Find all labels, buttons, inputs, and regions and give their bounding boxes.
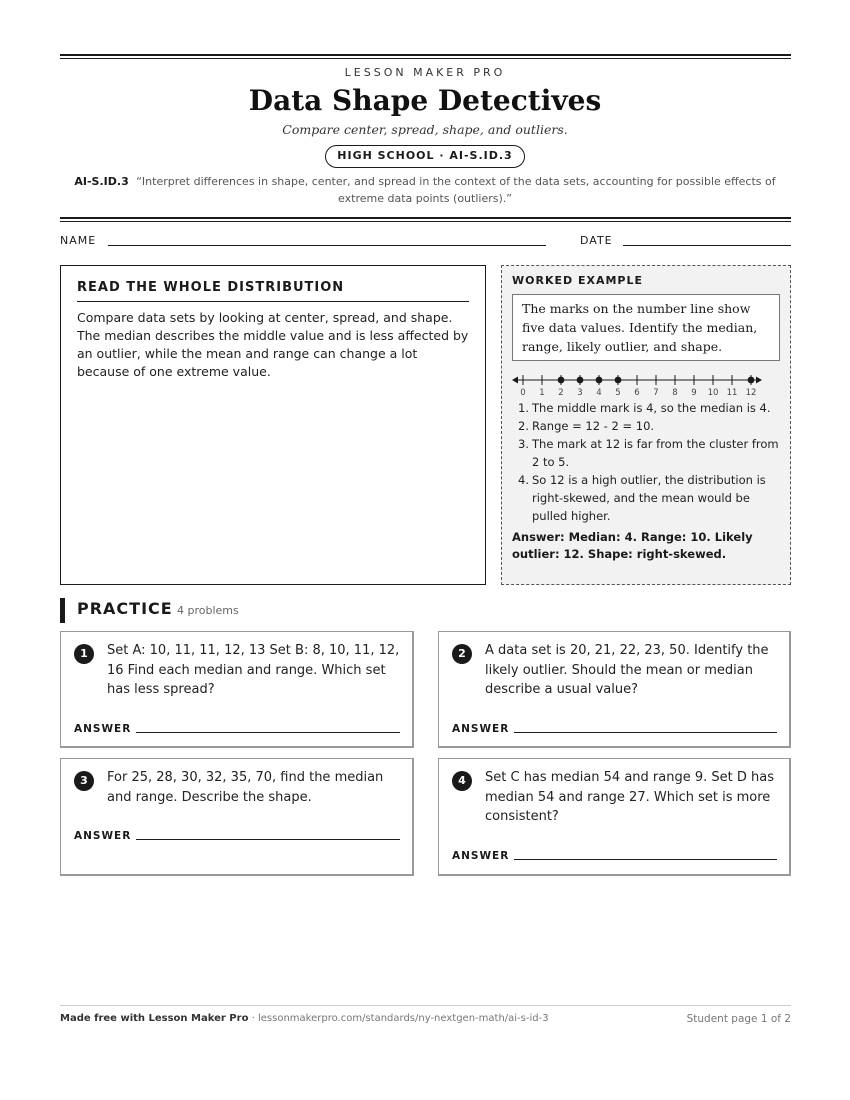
number-line-tick-label: 2 [558,388,564,397]
grade-badge: HIGH SCHOOL · AI-S.ID.3 [325,145,525,168]
page-indicator: Student page 1 of 2 [686,1013,791,1025]
problem-card [60,758,414,876]
data-point-marker [577,377,584,384]
footer-credit [60,1013,549,1024]
answer-label: ANSWER [74,723,132,735]
date-label: DATE [580,234,613,247]
step-text: Range = 12 - 2 = 10. [532,419,655,433]
number-line-tick-label: 3 [577,388,583,397]
step-number: 3. [518,437,529,451]
number-line-tick-label: 0 [520,388,526,397]
worked-step [512,417,780,435]
worked-example-heading: WORKED EXAMPLE [512,274,643,287]
number-line-tick-label: 7 [653,388,659,397]
number-line-tick-label: 10 [707,388,719,397]
problem-number: 1 [74,644,94,664]
practice-count: 4 problems [177,604,239,617]
number-line-tick-label: 11 [726,388,738,397]
problem-card [438,758,791,876]
number-line-tick-label: 8 [672,388,678,397]
standard-code: AI-S.ID.3 [74,175,129,188]
data-point-marker [558,377,565,384]
footer-rule [60,1005,791,1006]
footer-made-with: Made free with Lesson Maker Pro [60,1013,249,1024]
problem-number: 2 [452,644,472,664]
worked-step [512,471,780,525]
number-line-tick-label: 6 [634,388,640,397]
number-line-tick-label: 1 [539,388,545,397]
top-rule [60,54,791,59]
number-line-tick-label: 5 [615,388,621,397]
page-subtitle: Compare center, spread, shape, and outliers. [282,122,568,137]
problem-number: 3 [74,771,94,791]
right-arrow-icon [756,377,762,384]
number-line-tick-label: 12 [745,388,757,397]
step-number: 2. [518,419,529,433]
intro-body: Compare data sets by looking at center, spread, and shape. The median describes the middle value and is less affected by an outlier, while the mean and range can change a lot because of one extreme value. [77,310,469,379]
step-text: The middle mark is 4, so the median is 4. [532,401,771,415]
answer-label: ANSWER [452,723,510,735]
name-field[interactable] [108,245,546,246]
standard-statement [64,173,786,207]
intro-heading: READ THE WHOLE DISTRIBUTION [77,280,469,302]
worked-step [512,435,780,471]
brand-name: LESSON MAKER PRO [344,66,506,79]
answer-field[interactable] [136,839,400,840]
step-number: 1. [518,401,529,415]
answer-field[interactable] [514,859,777,860]
step-text: So 12 is a high outlier, the distribution is right-skewed, and the mean would be pulled higher. [532,473,766,523]
number-line-tick-label: 9 [691,388,697,397]
answer-field[interactable] [514,732,777,733]
problem-question: Set C has median 54 and range 9. Set D has median 54 and range 27. Which set is more consistent? [485,770,774,824]
left-arrow-icon [512,377,518,384]
worked-example-prompt: The marks on the number line show five data values. Identify the median, range, likely outlier, and shape. [512,294,780,361]
answer-field[interactable] [136,732,400,733]
number-line [512,371,762,397]
data-point-marker [748,377,755,384]
step-number: 4. [518,473,529,487]
practice-accent-bar [60,598,65,623]
page-title: Data Shape Detectives [248,84,602,117]
practice-title: PRACTICE [77,599,173,618]
date-field[interactable] [623,245,791,246]
problem-question: For 25, 28, 30, 32, 35, 70, find the median and range. Describe the shape. [107,770,384,805]
data-point-marker [615,377,622,384]
worked-step [512,399,780,417]
problem-question: A data set is 20, 21, 22, 23, 50. Identify the likely outlier. Should the mean or median describe a usual value? [485,643,769,697]
problem-card [60,631,414,748]
problem-card [438,631,791,748]
problem-number: 4 [452,771,472,791]
intro-box [60,265,486,585]
name-label: NAME [60,234,97,247]
answer-label: ANSWER [74,830,132,842]
answer-label: ANSWER [452,850,510,862]
number-line-tick-label: 4 [596,388,602,397]
footer-url[interactable]: · lessonmakerpro.com/standards/ny-nextgen-math/ai-s-id-3 [248,1013,549,1024]
worked-steps [512,399,780,525]
standard-text: “Interpret differences in shape, center, and spread in the context of the data sets, accounting for possible effects of extreme data points (outliers).” [136,175,776,205]
data-point-marker [596,377,603,384]
problem-question: Set A: 10, 11, 11, 12, 13 Set B: 8, 10, 11, 12, 16 Find each median and range. Which set has less spread? [107,643,400,697]
header-bottom-rule [60,217,791,222]
worked-answer: Answer: Median: 4. Range: 10. Likely outlier: 12. Shape: right-skewed. [512,530,753,561]
worked-example-box [501,265,791,585]
step-text: The mark at 12 is far from the cluster from 2 to 5. [532,437,779,469]
